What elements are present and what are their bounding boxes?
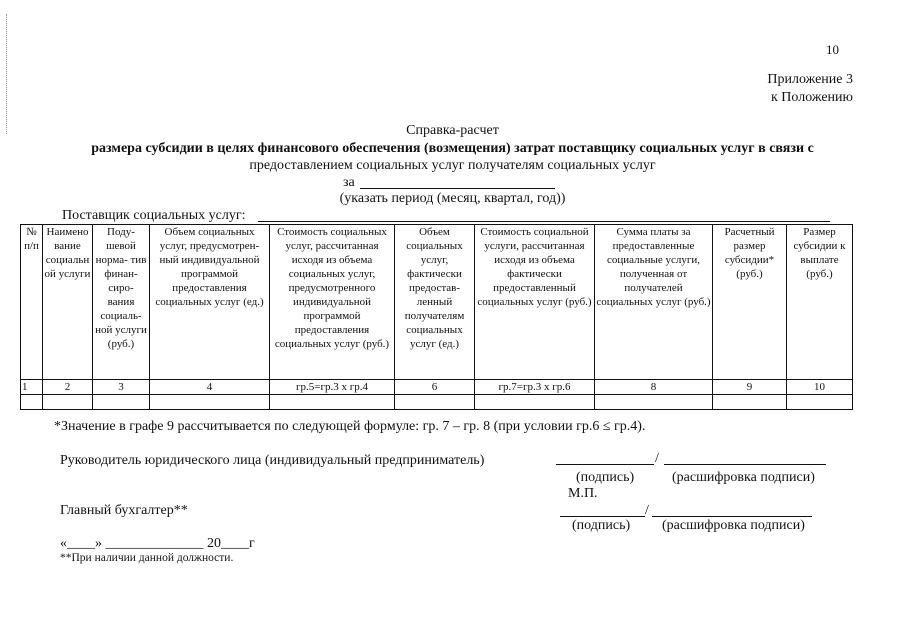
chief-accountant-label: Главный бухгалтер** bbox=[60, 503, 188, 518]
column-number: 9 bbox=[713, 380, 787, 395]
table-cell bbox=[270, 395, 395, 410]
subsidy-table bbox=[20, 224, 853, 410]
footnote: **При наличии данной должности. bbox=[60, 552, 234, 564]
head-signature-line bbox=[556, 464, 654, 465]
col-header-subsidy-payout: Размер субсидии к выплате (руб.) bbox=[787, 225, 853, 380]
accountant-signature-line bbox=[560, 516, 645, 517]
column-number: гр.5=гр.3 х гр.4 bbox=[270, 380, 395, 395]
column-number: 3 bbox=[93, 380, 150, 395]
table-cell bbox=[43, 395, 93, 410]
table-column-numbers-row bbox=[21, 380, 853, 395]
supplier-label: Поставщик социальных услуг: bbox=[62, 208, 246, 223]
head-signature-caption: (подпись) bbox=[576, 470, 635, 485]
table-cell bbox=[93, 395, 150, 410]
head-decoding-line bbox=[664, 464, 826, 465]
col-header-planned-volume: Объем социальных услуг, предусмотрен- ный индивидуальной программой предоставления социальных услуг (ед.) bbox=[150, 225, 270, 380]
slash: / bbox=[645, 503, 649, 518]
document-title: Справка-расчет bbox=[406, 123, 499, 138]
col-header-calculated-subsidy: Расчетный размер субсидии* (руб.) bbox=[713, 225, 787, 380]
column-number: 1 bbox=[21, 380, 43, 395]
table-cell bbox=[475, 395, 595, 410]
table-cell bbox=[595, 395, 713, 410]
period-hint: (указать период (месяц, квартал, год)) bbox=[339, 191, 566, 206]
column-number: гр.7=гр.3 х гр.6 bbox=[475, 380, 595, 395]
document-subtitle: предоставлением социальных услуг получателям социальных услуг bbox=[249, 158, 656, 173]
head-decoding-caption: (расшифровка подписи) bbox=[672, 470, 815, 485]
col-header-service-name: Наимено вание социальн ой услуги bbox=[43, 225, 93, 380]
scan-margin-mark bbox=[6, 14, 8, 134]
accountant-signature-caption: (подпись) bbox=[572, 518, 631, 533]
period-blank-line bbox=[360, 188, 555, 189]
document-subtitle-bold: размера субсидии в целях финансового обеспечения (возмещения) затрат поставщику социальных услуг в связи с bbox=[91, 141, 814, 156]
table-cell bbox=[713, 395, 787, 410]
page-number: 10 bbox=[826, 42, 839, 57]
table-cell bbox=[21, 395, 43, 410]
col-header-per-capita-norm: Поду- шевой норма- тив финан- сиро- вания социаль- ной услуги (руб.) bbox=[93, 225, 150, 380]
accountant-decoding-line bbox=[652, 516, 812, 517]
formula-note: *Значение в графе 9 рассчитывается по следующей формуле: гр. 7 – гр. 8 (при условии гр.6 ≤ гр.4). bbox=[54, 419, 646, 434]
accountant-decoding-caption: (расшифровка подписи) bbox=[662, 518, 805, 533]
stamp-place: М.П. bbox=[568, 486, 598, 501]
column-number: 10 bbox=[787, 380, 853, 395]
table-row bbox=[21, 395, 853, 410]
date-line: «____» ______________ 20____г bbox=[60, 536, 255, 551]
col-header-payment-received: Сумма платы за предоставленные социальные услуги, полученная от получателей социальных услуг (руб.) bbox=[595, 225, 713, 380]
table-cell bbox=[150, 395, 270, 410]
col-header-planned-cost: Стоимость социальных услуг, рассчитанная исходя из объема социальных услуг, предусмотренного индивидуальной программой предоставления социальных услуг (руб.) bbox=[270, 225, 395, 380]
appendix-line-1: Приложение 3 bbox=[767, 72, 853, 87]
column-number: 4 bbox=[150, 380, 270, 395]
table-cell bbox=[787, 395, 853, 410]
appendix-line-2: к Положению bbox=[770, 90, 853, 105]
slash: / bbox=[655, 451, 659, 466]
column-number: 6 bbox=[395, 380, 475, 395]
column-number: 2 bbox=[43, 380, 93, 395]
head-of-entity-label: Руководитель юридического лица (индивидуальный предприниматель) bbox=[60, 453, 485, 468]
col-header-actual-cost: Стоимость социальной услуги, рассчитанная исходя из объема фактически предоставленный социальных услуг (руб.) bbox=[475, 225, 595, 380]
period-prefix: за bbox=[343, 175, 355, 190]
col-header-actual-volume: Объем социальных услуг, фактически предостав- ленный получателям социальных услуг (ед.) bbox=[395, 225, 475, 380]
column-number: 8 bbox=[595, 380, 713, 395]
supplier-blank-line bbox=[258, 221, 830, 222]
table-header-row bbox=[21, 225, 853, 380]
col-header-number: № п/п bbox=[21, 225, 43, 380]
table-cell bbox=[395, 395, 475, 410]
